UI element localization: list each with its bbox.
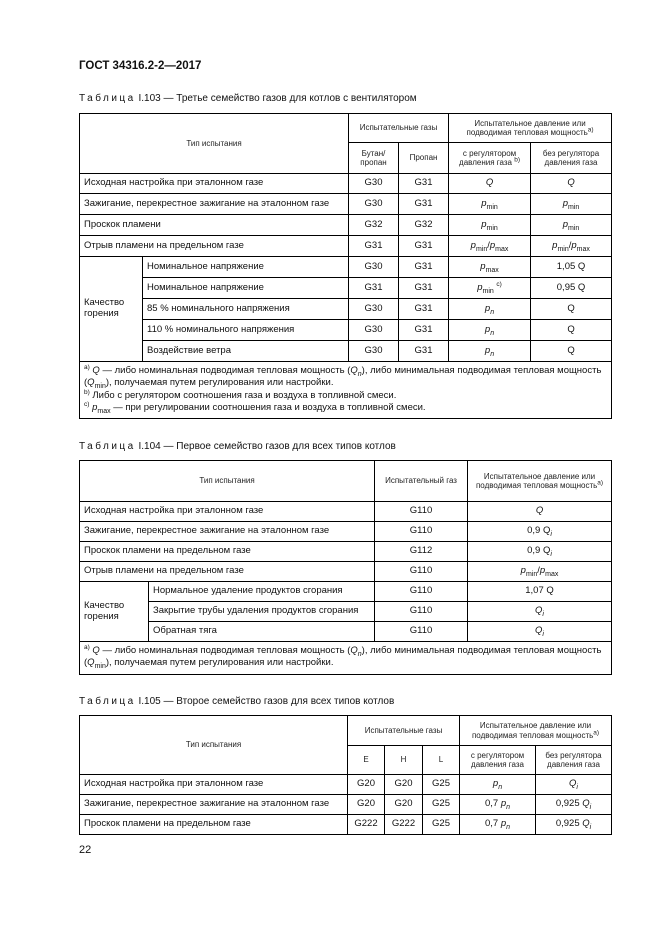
- test-name: Обратная тяга: [149, 622, 375, 642]
- caption-label: Таблица: [79, 696, 136, 707]
- gas-1: G30: [349, 299, 399, 320]
- gas-e: G20: [348, 775, 385, 795]
- table-row: [80, 320, 612, 341]
- header-gas-l: L: [423, 746, 460, 775]
- header-test-gas: Испытательный газ: [375, 461, 468, 502]
- gas-2: G31: [399, 278, 449, 299]
- gas-2: G31: [399, 236, 449, 257]
- value-without-regulator: 0,925 $Q_i$: [536, 815, 612, 835]
- table-row: [80, 236, 612, 257]
- gas-h: G222: [385, 815, 423, 835]
- header-test-pressure: Испытательное давление или подводимая тепловая мощность$^{а)}$: [468, 461, 612, 502]
- value: $Q_i$: [468, 622, 612, 642]
- gas-2: G31: [399, 320, 449, 341]
- table-row: [80, 795, 612, 815]
- quality-label: Качество горения: [80, 582, 149, 642]
- gas-2: G31: [399, 174, 449, 194]
- value-with-regulator: $p_{min}/p_{max}$: [449, 236, 531, 257]
- value-with-regulator: $p_n$: [449, 299, 531, 320]
- value-without-regulator: $p_{min}$: [531, 194, 612, 215]
- quality-label: Качество горения: [80, 257, 143, 362]
- test-name: Отрыв пламени на предельном газе: [80, 236, 349, 257]
- value-with-regulator: $p_{min}$ $^{c)}$: [449, 278, 531, 299]
- header-test-gases: Испытательные газы: [348, 716, 460, 746]
- value-without-regulator: $p_{min}$: [531, 215, 612, 236]
- gas-2: G31: [399, 194, 449, 215]
- test-name: Зажигание, перекрестное зажигание на эталонном газе: [80, 522, 375, 542]
- header-with-regulator: с регулятором давления газа $^{b)}$: [449, 143, 531, 174]
- test-name: Проскок пламени на предельном газе: [80, 815, 348, 835]
- table-104-caption: [79, 441, 396, 452]
- table-104: [79, 460, 612, 675]
- value-with-regulator: 0,7 $p_n$: [460, 815, 536, 835]
- gas-h: G20: [385, 795, 423, 815]
- value-with-regulator: Q: [449, 174, 531, 194]
- gas-l: G25: [423, 815, 460, 835]
- table-103: [79, 113, 612, 419]
- caption-text: I.103 — Третье семейство газов для котлов с вентилятором: [138, 93, 417, 104]
- table-row: [80, 278, 612, 299]
- table-row: [80, 194, 612, 215]
- table-105-caption: [79, 696, 394, 707]
- gas-1: G30: [349, 194, 399, 215]
- value-without-regulator: Q: [531, 320, 612, 341]
- header-without-regulator: без регулятора давления газа: [531, 143, 612, 174]
- gas: G110: [375, 522, 468, 542]
- document-header: ГОСТ 34316.2-2—2017: [79, 60, 202, 72]
- table-row: [80, 215, 612, 236]
- value-with-regulator: $p_{min}$: [449, 194, 531, 215]
- value-without-regulator: 1,05 Q: [531, 257, 612, 278]
- value: 0,9 $Q_i$: [468, 522, 612, 542]
- gas-1: G30: [349, 320, 399, 341]
- value-without-regulator: Q: [531, 341, 612, 362]
- test-name: Зажигание, перекрестное зажигание на эталонном газе: [80, 795, 348, 815]
- header-test-gases: Испытательные газы: [349, 114, 449, 143]
- table-row: [80, 562, 612, 582]
- table-row: [80, 522, 612, 542]
- value-without-regulator: Q: [531, 299, 612, 320]
- test-name: Исходная настройка при эталонном газе: [80, 174, 349, 194]
- gas-1: G30: [349, 341, 399, 362]
- gas: G110: [375, 602, 468, 622]
- test-name: Зажигание, перекрестное зажигание на эталонном газе: [80, 194, 349, 215]
- test-name: 85 % номинального напряжения: [143, 299, 349, 320]
- test-name: Нормальное удаление продуктов сгорания: [149, 582, 375, 602]
- test-name: Номинальное напряжение: [143, 257, 349, 278]
- table-103-caption: [79, 93, 417, 104]
- header-gas-e: E: [348, 746, 385, 775]
- header-test-type: Тип испытания: [80, 716, 348, 775]
- test-name: Исходная настройка при эталонном газе: [80, 775, 348, 795]
- header-test-pressure: Испытательное давление или подводимая тепловая мощность$^{а)}$: [449, 114, 612, 143]
- value-without-regulator: Q: [531, 174, 612, 194]
- header-test-type: Тип испытания: [80, 114, 349, 174]
- caption-label: Таблица: [79, 93, 136, 104]
- gas-2: G31: [399, 341, 449, 362]
- gas-1: G30: [349, 257, 399, 278]
- gas-2: G32: [399, 215, 449, 236]
- table-row: [80, 502, 612, 522]
- table-row: [80, 582, 612, 602]
- caption-label: Таблица: [79, 441, 136, 452]
- test-name: Отрыв пламени на предельном газе: [80, 562, 375, 582]
- value-with-regulator: $p_{min}$: [449, 215, 531, 236]
- table-row: [80, 257, 612, 278]
- gas: G110: [375, 562, 468, 582]
- value-without-regulator: $p_{min}/p_{max}$: [531, 236, 612, 257]
- gas-1: G31: [349, 278, 399, 299]
- gas-l: G25: [423, 775, 460, 795]
- value-with-regulator: $p_n$: [449, 341, 531, 362]
- value-without-regulator: 0,925 $Q_i$: [536, 795, 612, 815]
- value-without-regulator: $Q_i$: [536, 775, 612, 795]
- table-row: [80, 542, 612, 562]
- table-row: [80, 174, 612, 194]
- test-name: 110 % номинального напряжения: [143, 320, 349, 341]
- test-name: Проскок пламени на предельном газе: [80, 542, 375, 562]
- gas-1: G32: [349, 215, 399, 236]
- table-row: [80, 341, 612, 362]
- footnote-a: $^{а)}$ Q — либо номинальная подводимая тепловая мощность $(Q_n)$, либо минимальная подводимая тепловая мощность $(Q_{min})$, получаемая путем регулирования или настройки.: [84, 643, 602, 671]
- header-butane-propane: Бутан/ пропан: [349, 143, 399, 174]
- test-name: Воздействие ветра: [143, 341, 349, 362]
- test-name: Исходная настройка при эталонном газе: [80, 502, 375, 522]
- gas: G110: [375, 502, 468, 522]
- value-with-regulator: 0,7 $p_n$: [460, 795, 536, 815]
- gas-e: G222: [348, 815, 385, 835]
- test-name: Номинальное напряжение: [143, 278, 349, 299]
- header-test-type: Тип испытания: [80, 461, 375, 502]
- gas: G110: [375, 622, 468, 642]
- table-105: [79, 715, 612, 835]
- caption-text: I.104 — Первое семейство газов для всех типов котлов: [138, 441, 396, 452]
- table-row: [80, 602, 612, 622]
- footnote-a: $^{a)}$ Q — либо номинальная подводимая тепловая мощность $(Q_n)$, либо минимальная подводимая тепловая мощность $(Q_{min})$, получаемая путем регулирования или настройки.: [84, 363, 602, 391]
- header-gas-h: H: [385, 746, 423, 775]
- header-test-pressure: Испытательное давление или подводимая тепловая мощность$^{а)}$: [460, 716, 612, 746]
- gas-h: G20: [385, 775, 423, 795]
- gas-l: G25: [423, 795, 460, 815]
- table-row: [80, 622, 612, 642]
- gas-e: G20: [348, 795, 385, 815]
- value: $p_{min}/p_{max}$: [468, 562, 612, 582]
- value-with-regulator: $p_{max}$: [449, 257, 531, 278]
- gas-2: G31: [399, 299, 449, 320]
- header-propane: Пропан: [399, 143, 449, 174]
- table-row: [80, 299, 612, 320]
- gas-1: G30: [349, 174, 399, 194]
- value: $Q_i$: [468, 602, 612, 622]
- gas: G112: [375, 542, 468, 562]
- test-name: Закрытие трубы удаления продуктов сгорания: [149, 602, 375, 622]
- page-number: 22: [79, 844, 92, 856]
- table-row: [80, 775, 612, 795]
- value: Q: [468, 502, 612, 522]
- footnote-b: $^{b)}$ Либо с регулятором соотношения газа и воздуха в топливной смеси.: [84, 388, 397, 401]
- footnote-c: $^{c)}$ $p_{max}$ — при регулировании соотношения газа и воздуха в топливной смеси.: [84, 400, 426, 415]
- value-with-regulator: $p_n$: [449, 320, 531, 341]
- value: 0,9 $Q_i$: [468, 542, 612, 562]
- value-with-regulator: $p_n$: [460, 775, 536, 795]
- value: 1,07 Q: [468, 582, 612, 602]
- gas: G110: [375, 582, 468, 602]
- value-without-regulator: 0,95 Q: [531, 278, 612, 299]
- test-name: Проскок пламени: [80, 215, 349, 236]
- gas-1: G31: [349, 236, 399, 257]
- table-row: [80, 815, 612, 835]
- header-without-regulator: без регулятора давления газа: [536, 746, 612, 775]
- table-103-notes: [80, 362, 612, 419]
- table-104-notes: [80, 642, 612, 675]
- header-with-regulator: с регулятором давления газа: [460, 746, 536, 775]
- caption-text: I.105 — Второе семейство газов для всех типов котлов: [138, 696, 395, 707]
- gas-2: G31: [399, 257, 449, 278]
